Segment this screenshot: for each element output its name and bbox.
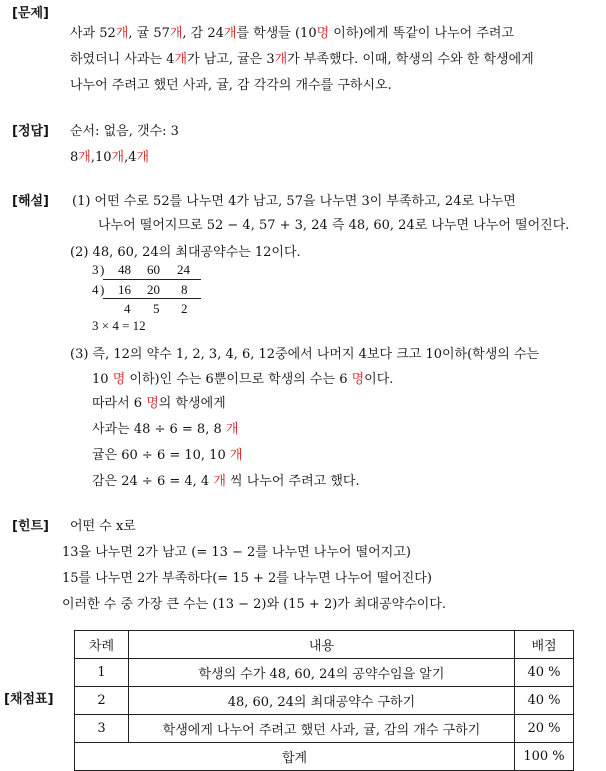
- problem-line-1: 사과 52개, 귤 57개, 감 24개를 학생들 (10명 이하)에게 똑같이 나누어 주려고: [70, 26, 515, 41]
- ladder-divisor-2: 4: [92, 282, 99, 297]
- ladder-cell: 24: [177, 262, 190, 277]
- answer-label: [정답]: [12, 124, 49, 139]
- scoring-table: [74, 630, 574, 771]
- ladder-cell: 48: [118, 262, 131, 277]
- explanation-step-2: (2) 48, 60, 24의 최대공약수는 12이다.: [70, 245, 301, 260]
- ladder-bracket-1: ): [100, 262, 105, 277]
- problem-line-2: 하였더니 사과는 4개가 남고, 귤은 3개가 부족했다. 이때, 학생의 수와 한 학생에게: [70, 52, 534, 67]
- explanation-step-1a: (1) 어떤 수로 52를 나누면 4가 남고, 57을 나누면 3이 부족하고, 24로 나누면: [72, 194, 516, 209]
- ladder-rule: [103, 298, 201, 299]
- table-total-row: [75, 743, 574, 771]
- table-cell: 48, 60, 24의 최대공약수 구하기: [128, 687, 514, 715]
- table-header-row: [75, 631, 574, 659]
- ladder-cell: 8: [181, 282, 188, 297]
- ladder-rule: [103, 279, 201, 280]
- answer-line-2: 8개,10개,4개: [70, 150, 150, 165]
- scoring-label: [채점표]: [4, 692, 54, 707]
- hint-line-2: 13을 나누면 2가 남고 (= 13 − 2를 나누면 나누어 떨어지고): [62, 545, 411, 560]
- ladder-divisor-1: 3: [92, 262, 99, 277]
- ladder-cell: 4: [124, 301, 131, 316]
- ladder-cell: 60: [147, 262, 160, 277]
- ladder-bracket-2: ): [100, 282, 105, 297]
- hint-label: [힌트]: [12, 519, 49, 534]
- total-value: 100 %: [515, 743, 574, 771]
- table-cell: 40 %: [515, 687, 574, 715]
- explanation-step-3a: (3) 즉, 12의 약수 1, 2, 3, 4, 6, 12중에서 나머지 4보다 크고 10이하(학생의 수는: [70, 347, 540, 362]
- explanation-step-3e: 귤은 60 ÷ 6 = 10, 10 개: [92, 448, 243, 463]
- explanation-step-3d: 사과는 48 ÷ 6 = 8, 8 개: [92, 422, 239, 437]
- hint-line-4: 이러한 수 중 가장 큰 수는 (13 − 2)와 (15 + 2)가 최대공약수이다.: [62, 597, 447, 612]
- header-order: 차례: [75, 631, 129, 659]
- table-row: [75, 715, 574, 743]
- header-points: 배점: [515, 631, 574, 659]
- table-cell: 1: [75, 659, 129, 687]
- explanation-step-3f: 감은 24 ÷ 6 = 4, 4 개 씩 나누어 주려고 했다.: [92, 474, 360, 489]
- ladder-result: 3 × 4 = 12: [92, 318, 146, 333]
- table-cell: 학생의 수가 48, 60, 24의 공약수임을 알기: [128, 659, 514, 687]
- explanation-step-3c: 따라서 6 명의 학생에게: [92, 396, 226, 411]
- answer-line-1: 순서: 없음, 갯수: 3: [70, 124, 179, 139]
- ladder-cell: 20: [147, 282, 160, 297]
- table-cell: 40 %: [515, 659, 574, 687]
- table-row: [75, 659, 574, 687]
- ladder-cell: 5: [153, 301, 160, 316]
- problem-label: [문제]: [12, 6, 49, 21]
- table-row: [75, 687, 574, 715]
- total-label: 합계: [75, 743, 515, 771]
- hint-line-3: 15를 나누면 2가 부족하다(= 15 + 2를 나누면 나누어 떨어진다): [62, 571, 432, 586]
- hint-line-1: 어떤 수 x로: [70, 519, 136, 534]
- ladder-cell: 2: [181, 301, 188, 316]
- table-cell: 20 %: [515, 715, 574, 743]
- explanation-label: [해설]: [12, 194, 49, 209]
- table-cell: 3: [75, 715, 129, 743]
- header-content: 내용: [128, 631, 514, 659]
- problem-line-3: 나누어 주려고 했던 사과, 귤, 감 각각의 개수를 구하시오.: [70, 78, 392, 93]
- explanation-step-1b: 나누어 떨어지므로 52 − 4, 57 + 3, 24 즉 48, 60, 24로 나누면 나누어 떨어진다.: [98, 218, 570, 233]
- explanation-step-3b: 10 명 이하)인 수는 6뿐이므로 학생의 수는 6 명이다.: [92, 372, 394, 387]
- table-cell: 2: [75, 687, 129, 715]
- table-cell: 학생에게 나누어 주려고 했던 사과, 귤, 감의 개수 구하기: [128, 715, 514, 743]
- ladder-cell: 16: [118, 282, 131, 297]
